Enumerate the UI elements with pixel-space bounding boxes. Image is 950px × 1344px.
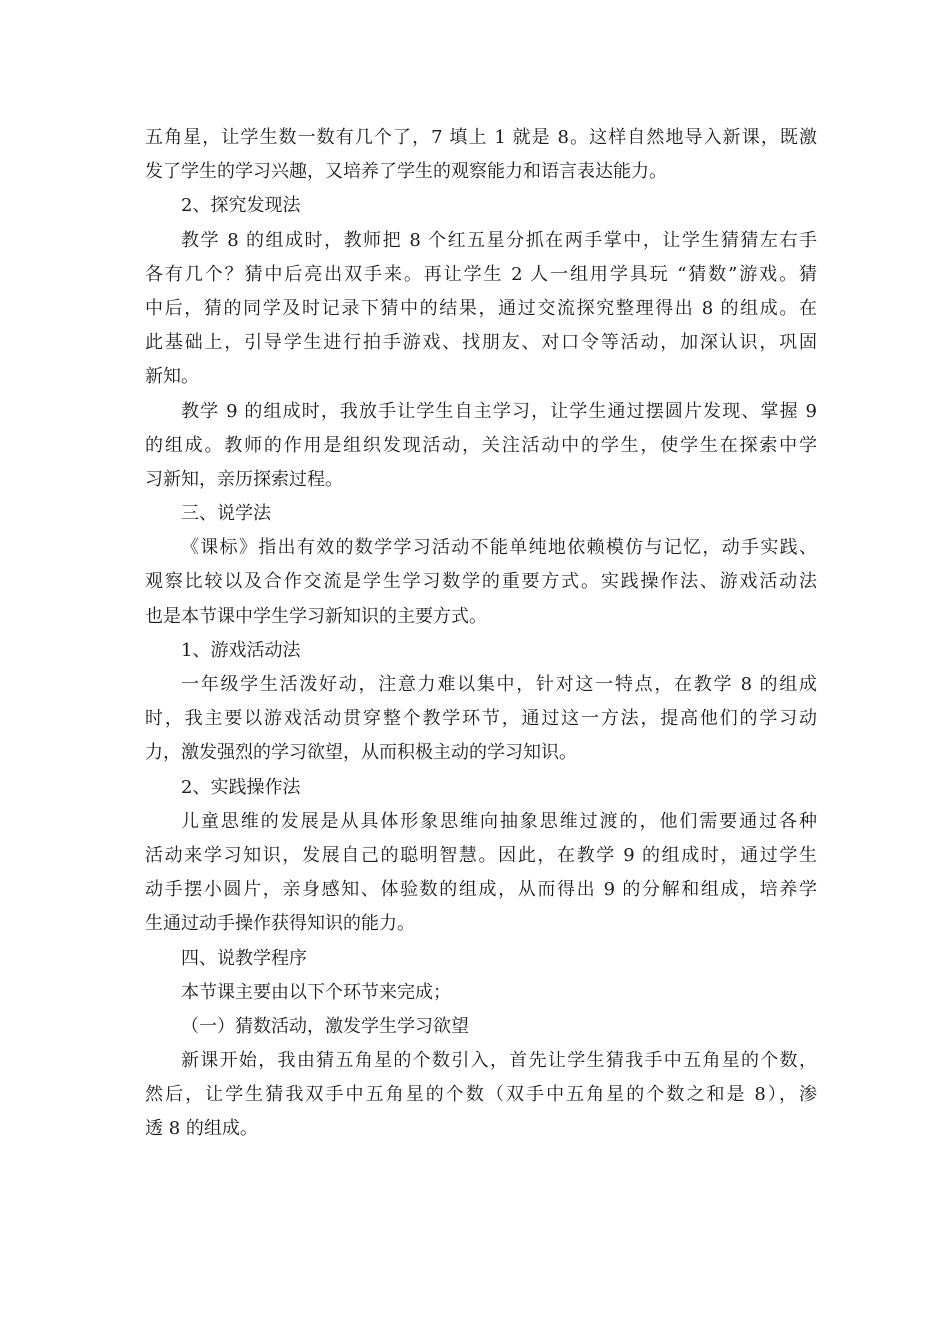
text-line: 教学 9 的组成时，我放手让学生自主学习，让学生通过摆圆片发现、掌握 9: [181, 400, 817, 422]
subsection-heading: 1、游戏活动法: [181, 639, 301, 661]
text-line: 新知。: [145, 366, 199, 388]
text-line: 一年级学生活泼好动，注意力难以集中，针对这一特点，在教学 8 的组成: [181, 674, 817, 695]
subsection-heading: 2、实践操作法: [181, 776, 301, 798]
text-line: 生通过动手操作获得知识的能力。: [145, 913, 415, 935]
section-heading: 四、说教学程序: [181, 947, 307, 969]
subsection-heading: （一）猜数活动，激发学生学习欲望: [181, 1015, 469, 1037]
text-line: 五角星，让学生数一数有几个了，7 填上 1 就是 8。这样自然地导入新课，既激: [145, 127, 817, 148]
text-line: 时，我主要以游戏活动贯穿整个教学环节，通过这一方法，提高他们的学习动: [145, 708, 817, 730]
text-line: 中后，猜的同学及时记录下猜中的结果，通过交流探究整理得出 8 的组成。在: [145, 297, 817, 319]
text-line: 教学 8 的组成时，教师把 8 个红五星分抓在两手掌中，让学生猜猜左右手: [181, 229, 817, 251]
text-line: 2、探究发现法: [181, 195, 301, 217]
text-line: 动手摆小圆片，亲身感知、体验数的组成，从而得出 9 的分解和组成，培养学: [145, 879, 817, 901]
text-line: 习新知，亲历探索过程。: [145, 468, 343, 490]
text-line: 新课开始，我由猜五角星的个数引入，首先让学生猜我手中五角星的个数，: [181, 1050, 817, 1072]
text-line: 的组成。教师的作用是组织发现活动，关注活动中的学生，使学生在探索中学: [145, 434, 817, 456]
text-line: 也是本节课中学生学习新知识的主要方式。: [145, 605, 487, 627]
document-page: [145, 121, 817, 1147]
text-line: 力，激发强烈的学习欲望，从而积极主动的学习知识。: [145, 742, 577, 764]
text-line: 本节课主要由以下个环节来完成；: [181, 981, 451, 1003]
text-line: 各有几个？猜中后亮出双手来。再让学生 2 人一组用学具玩 “猜数”游戏。猜: [145, 263, 817, 285]
text-line: 发了学生的学习兴趣，又培养了学生的观察能力和语言表达能力。: [145, 161, 667, 183]
text-line: 透 8 的组成。: [145, 1118, 258, 1140]
text-line: 活动来学习知识，发展自己的聪明智慧。因此，在教学 9 的组成时，通过学生: [145, 844, 817, 866]
text-line: 然后，让学生猜我双手中五角星的个数（双手中五角星的个数之和是 8），渗: [145, 1084, 817, 1106]
section-heading: 三、说学法: [181, 503, 271, 525]
text-line: 儿童思维的发展是从具体形象思维向抽象思维过渡的，他们需要通过各种: [181, 810, 817, 832]
text-line: 《课标》指出有效的数学学习活动不能单纯地依赖模仿与记忆，动手实践、: [181, 537, 817, 559]
text-line: 此基础上，引导学生进行拍手游戏、找朋友、对口令等活动，加深认识，巩固: [145, 332, 817, 354]
text-line: 观察比较以及合作交流是学生学习数学的重要方式。实践操作法、游戏活动法: [145, 571, 817, 593]
